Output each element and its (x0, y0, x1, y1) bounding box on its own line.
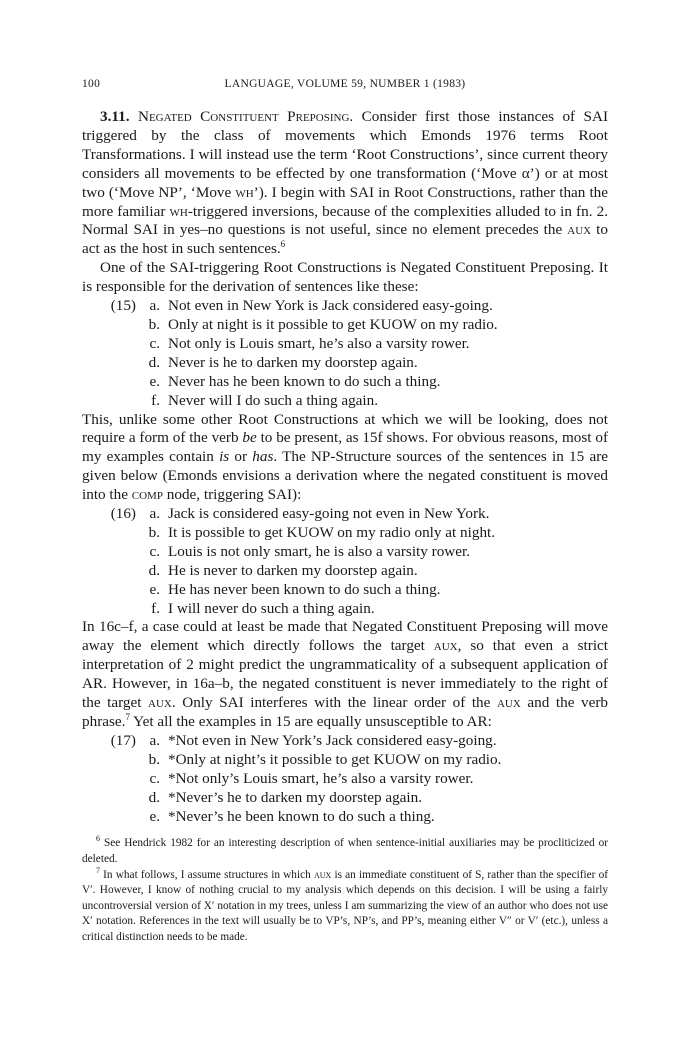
section-number: 3.11. (100, 108, 130, 125)
section-title: Negated Constituent Preposing. (138, 108, 354, 125)
example-row: d. *Never’s he to darken my doorstep again. (148, 788, 423, 806)
example-row: f. I will never do such a thing again. (151, 599, 375, 617)
example-row: c. Louis is not only smart, he is also a varsity rower. (149, 542, 471, 560)
example-row: f. Never will I do such a thing again. (151, 391, 379, 409)
footnote-7: $^7$ In what follows, I assume structures in which aux is an immediate constituent of S, rather than the specifier of V′. However, I know of nothing crucial to my analysis which depends on this decision. I will be using a fairly uncontroversial version of X′ notation in my trees, unless I am summarizing the view of an author who does not use X′ notation. References in the text will usually be to VP’s, NP’s, and PP’s, meaning either V″ or V′ (etc.), unless a critical distinction needs to be made. (82, 865, 608, 943)
example-row: b. *Only at night’s it possible to get KUOW on my radio. (148, 750, 502, 768)
example-number: (16) (110, 505, 136, 523)
example-15 (82, 297, 608, 410)
example-row: d. Never is he to darken my doorstep again. (148, 353, 418, 371)
example-number: (15) (110, 297, 136, 315)
example-row: c. Not only is Louis smart, he’s also a varsity rower. (149, 334, 470, 352)
page (82, 78, 608, 946)
example-17 (82, 732, 608, 827)
running-header (82, 78, 608, 90)
section-paragraph-2: One of the SAI-triggering Root Constructions is Negated Constituent Preposing. It is responsible for the derivation of sentences like these: (82, 259, 608, 296)
footnote-ref-6[interactable]: 6 (280, 239, 286, 250)
page-number: 100 (82, 78, 101, 90)
running-title: LANGUAGE, VOLUME 59, NUMBER 1 (1983) (224, 78, 466, 90)
footnote-ref-7[interactable]: 7 (125, 711, 130, 722)
example-number: (17) (110, 731, 136, 749)
example-row: e. *Never’s he been known to do such a thing. (149, 807, 435, 825)
section-paragraph-1: 3.11. Negated Constituent Preposing. Consider first those instances of SAI triggered by the class of movements which Emonds 1976 terms Root Transformations. I will instead use the term ‘Root Constructions’, since current theory considers all movements to be effected by one transformation (‘Move α’) or at most two (‘Move NP’, ‘Move wh’). I begin with SAI in Root Constructions, rather than the more familiar wh-triggered inversions, because of the complexities alluded to in fn. 2. Normal SAI in yes–no questions is not useful, since no element precedes the aux to act as the host in such sentences.$^6$ (82, 108, 609, 258)
example-row: b. It is possible to get KUOW on my radio only at night. (148, 523, 496, 541)
example-row: d. He is never to darken my doorstep again. (148, 561, 418, 579)
example-row: (16) a. Jack is considered easy-going not even in New York. (82, 505, 608, 524)
example-row: e. Never has he been known to do such a thing. (149, 372, 441, 390)
footnote-6: $^6$ See Hendrick 1982 for an interesting description of when sentence-initial auxiliaries may be procliticized or deleted. (82, 834, 608, 866)
footnotes (82, 836, 608, 945)
paragraph-4: In 16c–f, a case could at least be made that Negated Constituent Preposing will move away the element which directly follows the target aux, so that even a strict interpretation of 2 might predict the ungrammaticality of a subsequent application of AR. However, in 16a–b, the negated constituent is never immediately to the right of the target aux. Only SAI interferes with the linear order of the aux and the verb phrase.$^7$ Yet all the examples in 15 are equally unsusceptible to AR: (82, 618, 609, 730)
example-row: (15) a. Not even in New York is Jack considered easy-going. (82, 297, 608, 316)
example-row: c. *Not only’s Louis smart, he’s also a varsity rower. (149, 769, 474, 787)
example-row: e. He has never been known to do such a thing. (149, 580, 441, 598)
example-row: b. Only at night is it possible to get KUOW on my radio. (148, 315, 498, 333)
example-row: (17) a. *Not even in New York’s Jack considered easy-going. (82, 732, 608, 751)
example-16 (82, 505, 608, 618)
paragraph-3: This, unlike some other Root Constructions at which we will be looking, does not require a form of the verb be to be present, as 15f shows. For obvious reasons, most of my examples contain is or has. The NP-Structure sources of the sentences in 15 are given below (Emonds envisions a derivation where the negated constituent is moved into the comp node, triggering SAI): (82, 410, 608, 504)
